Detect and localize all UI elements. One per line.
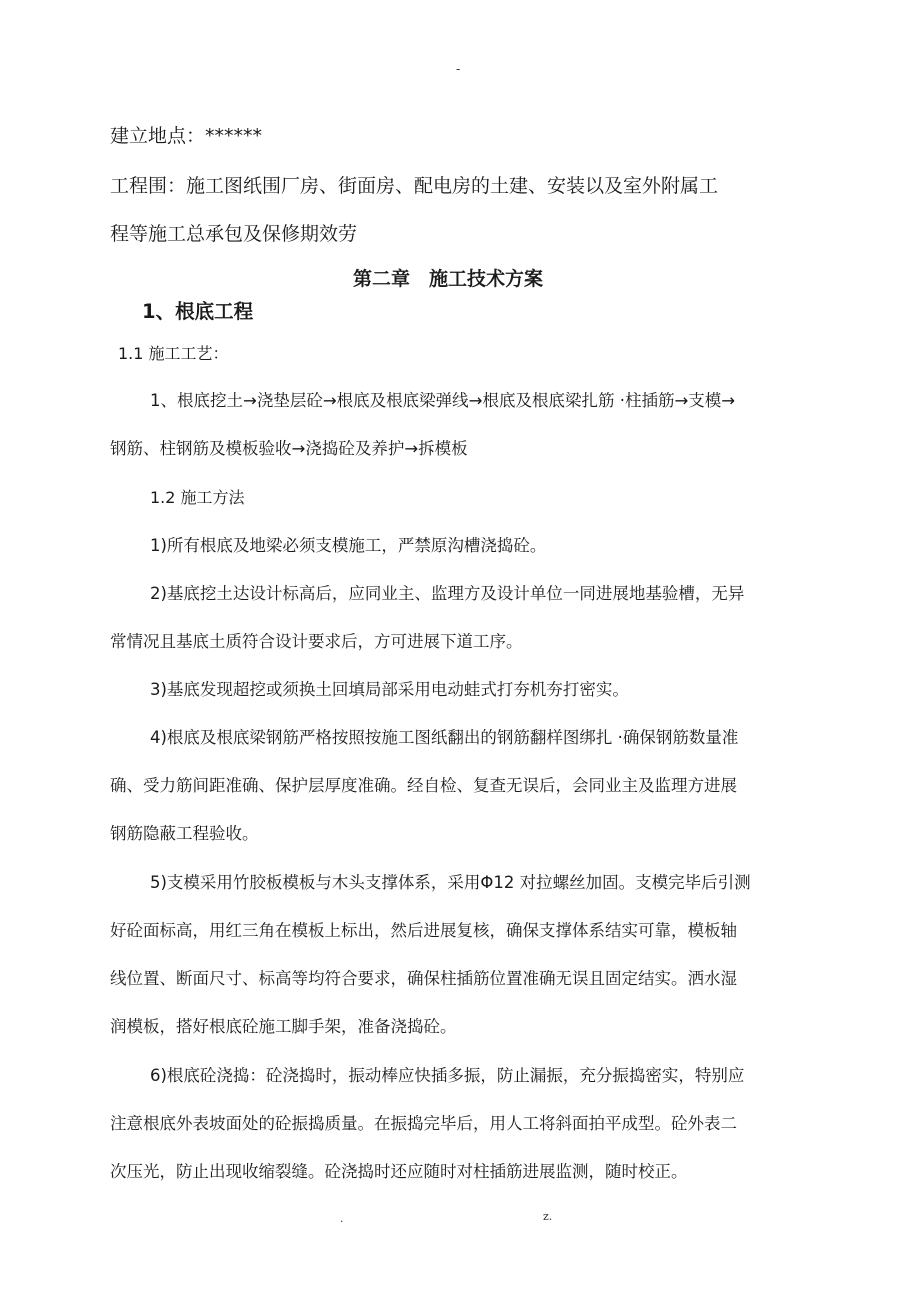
process-line-2: 钢筋、柱钢筋及模板验收→浇捣砼及养护→拆模板	[110, 439, 468, 458]
method-6-line-1: 6)根底砼浇捣：砼浇捣时，振动棒应快插多振，防止漏振，充分振捣密实，特别应	[150, 1066, 745, 1085]
scope-line-1: 工程围：施工图纸围厂房、街面房、配电房的土建、安装以及室外附属工	[110, 175, 719, 197]
subsection-1-1: 1.1 施工工艺：	[118, 344, 229, 363]
method-4-line-2: 确、受力筋间距准确、保护层厚度准确。经自检、复查无误后，会同业主及监理方进展	[110, 776, 737, 795]
method-5-line-2: 好砼面标高，用红三角在模板上标出，然后进展复核，确保支撑体系结实可靠，模板轴	[110, 921, 737, 940]
method-2-line-1: 2)基底挖土达设计标高后，应同业主、监理方及设计单位一同进展地基验槽，无异	[150, 584, 745, 603]
page-header-mark: -	[456, 62, 461, 76]
process-line-1: 1、根底挖土→浇垫层砼→根底及根底梁弹线→根底及根底梁扎筋 ·柱插筋→支模→	[150, 391, 736, 410]
method-5-line-1: 5)支模采用竹胶板模板与木头支撑体系，采用Φ12 对拉螺丝加固。支模完毕后引测	[150, 873, 751, 892]
method-5-line-4: 润模板，搭好根底砼施工脚手架，准备浇捣砼。	[110, 1017, 457, 1036]
section-title: 1、根底工程	[142, 300, 254, 323]
footer-left-mark: .	[340, 1212, 344, 1225]
build-location-line: 建立地点：******	[110, 125, 263, 147]
method-6-line-3: 次压光，防止出现收缩裂缝。砼浇捣时还应随时对柱插筋进展监测，随时校正。	[110, 1162, 688, 1181]
method-5-line-3: 线位置、断面尺寸、标高等均符合要求，确保柱插筋位置准确无误且固定结实。洒水湿	[110, 969, 737, 988]
chapter-title: 第二章 施工技术方案	[353, 268, 544, 290]
footer-right-mark: z.	[543, 1210, 553, 1223]
method-6-line-2: 注意根底外表坡面处的砼振捣质量。在振捣完毕后，用人工将斜面拍平成型。砼外表二	[110, 1114, 737, 1133]
method-4-line-3: 钢筋隐蔽工程验收。	[110, 824, 259, 843]
scope-line-2: 程等施工总承包及保修期效劳	[110, 223, 358, 245]
method-1-line-1: 1)所有根底及地梁必须支模施工，严禁原沟槽浇捣砼。	[150, 536, 547, 555]
method-2-line-2: 常情况且基底土质符合设计要求后，方可进展下道工序。	[110, 632, 523, 651]
subsection-1-2: 1.2 施工方法	[150, 488, 245, 507]
method-4-line-1: 4)根底及根底梁钢筋严格按照按施工图纸翻出的钢筋翻样图绑扎 ·确保钢筋数量准	[150, 728, 739, 747]
method-3-line-1: 3)基底发现超挖或须换土回填局部采用电动蛙式打夯机夯打密实。	[150, 680, 629, 699]
